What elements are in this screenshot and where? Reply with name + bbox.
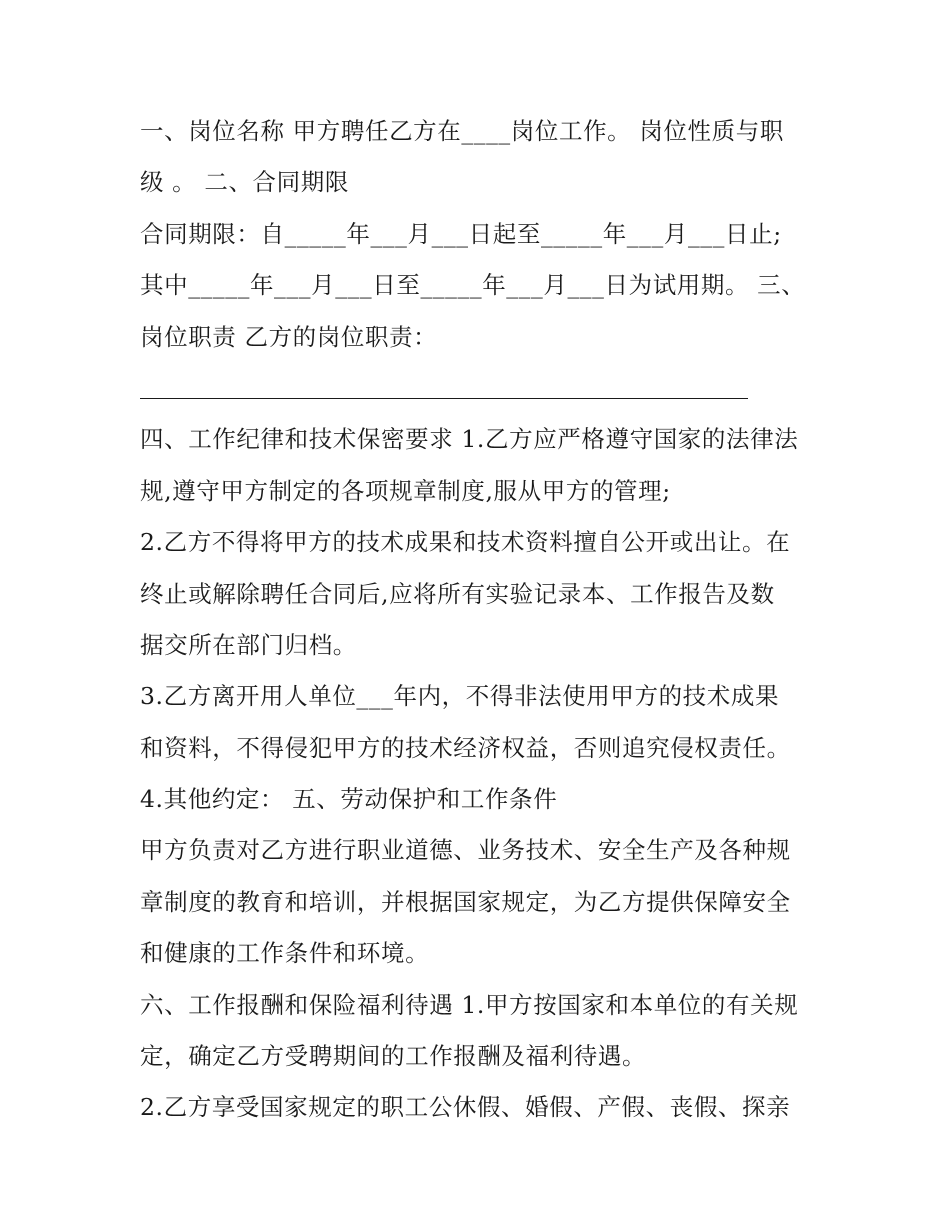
text-line: 级 。 二、合同期限 (140, 168, 349, 197)
text-line: 一、岗位名称 甲方聘任乙方在____岗位工作。 岗位性质与职 (140, 117, 784, 145)
text-line: 四、工作纪律和技术保密要求 1.乙方应严格遵守国家的法律法 (140, 425, 799, 454)
text-line: 4.其他约定： 五、劳动保护和工作条件 (140, 785, 558, 814)
text-line: 合同期限：自_____年___月___日起至_____年___月___日止; (140, 219, 782, 248)
document-body (140, 106, 820, 1134)
text-line: 和资料，不得侵犯甲方的技术经济权益，否则追究侵权责任。 (140, 733, 791, 762)
text-line: 2.乙方享受国家规定的职工公休假、婚假、产假、丧假、探亲 (140, 1093, 791, 1122)
text-line: 3.乙方离开用人单位___年内，不得非法使用甲方的技术成果 (140, 682, 780, 711)
text-line: 2.乙方不得将甲方的技术成果和技术资料擅自公开或出让。在 (140, 528, 791, 557)
blank-fill-line (140, 363, 820, 414)
text-line: 定，确定乙方受聘期间的工作报酬及福利待遇。 (140, 1042, 647, 1071)
text-line: 章制度的教育和培训，并根据国家规定，为乙方提供保障安全 (140, 887, 791, 916)
text-line: 岗位职责 乙方的岗位职责： (140, 322, 438, 351)
text-line: 终止或解除聘任合同后,应将所有实验记录本、工作报告及数 (140, 579, 775, 608)
text-line: 和健康的工作条件和环境。 (140, 939, 430, 968)
text-line: 甲方负责对乙方进行职业道德、业务技术、安全生产及各种规 (140, 836, 791, 865)
text-line: 规,遵守甲方制定的各项规章制度,服从甲方的管理; (140, 476, 671, 505)
text-line: 其中_____年___月___日至_____年___月___日为试用期。 三、 (140, 271, 806, 300)
text-line: 据交所在部门归档。 (140, 630, 357, 659)
text-line: 六、工作报酬和保险福利待遇 1.甲方按国家和本单位的有关规 (140, 990, 799, 1019)
